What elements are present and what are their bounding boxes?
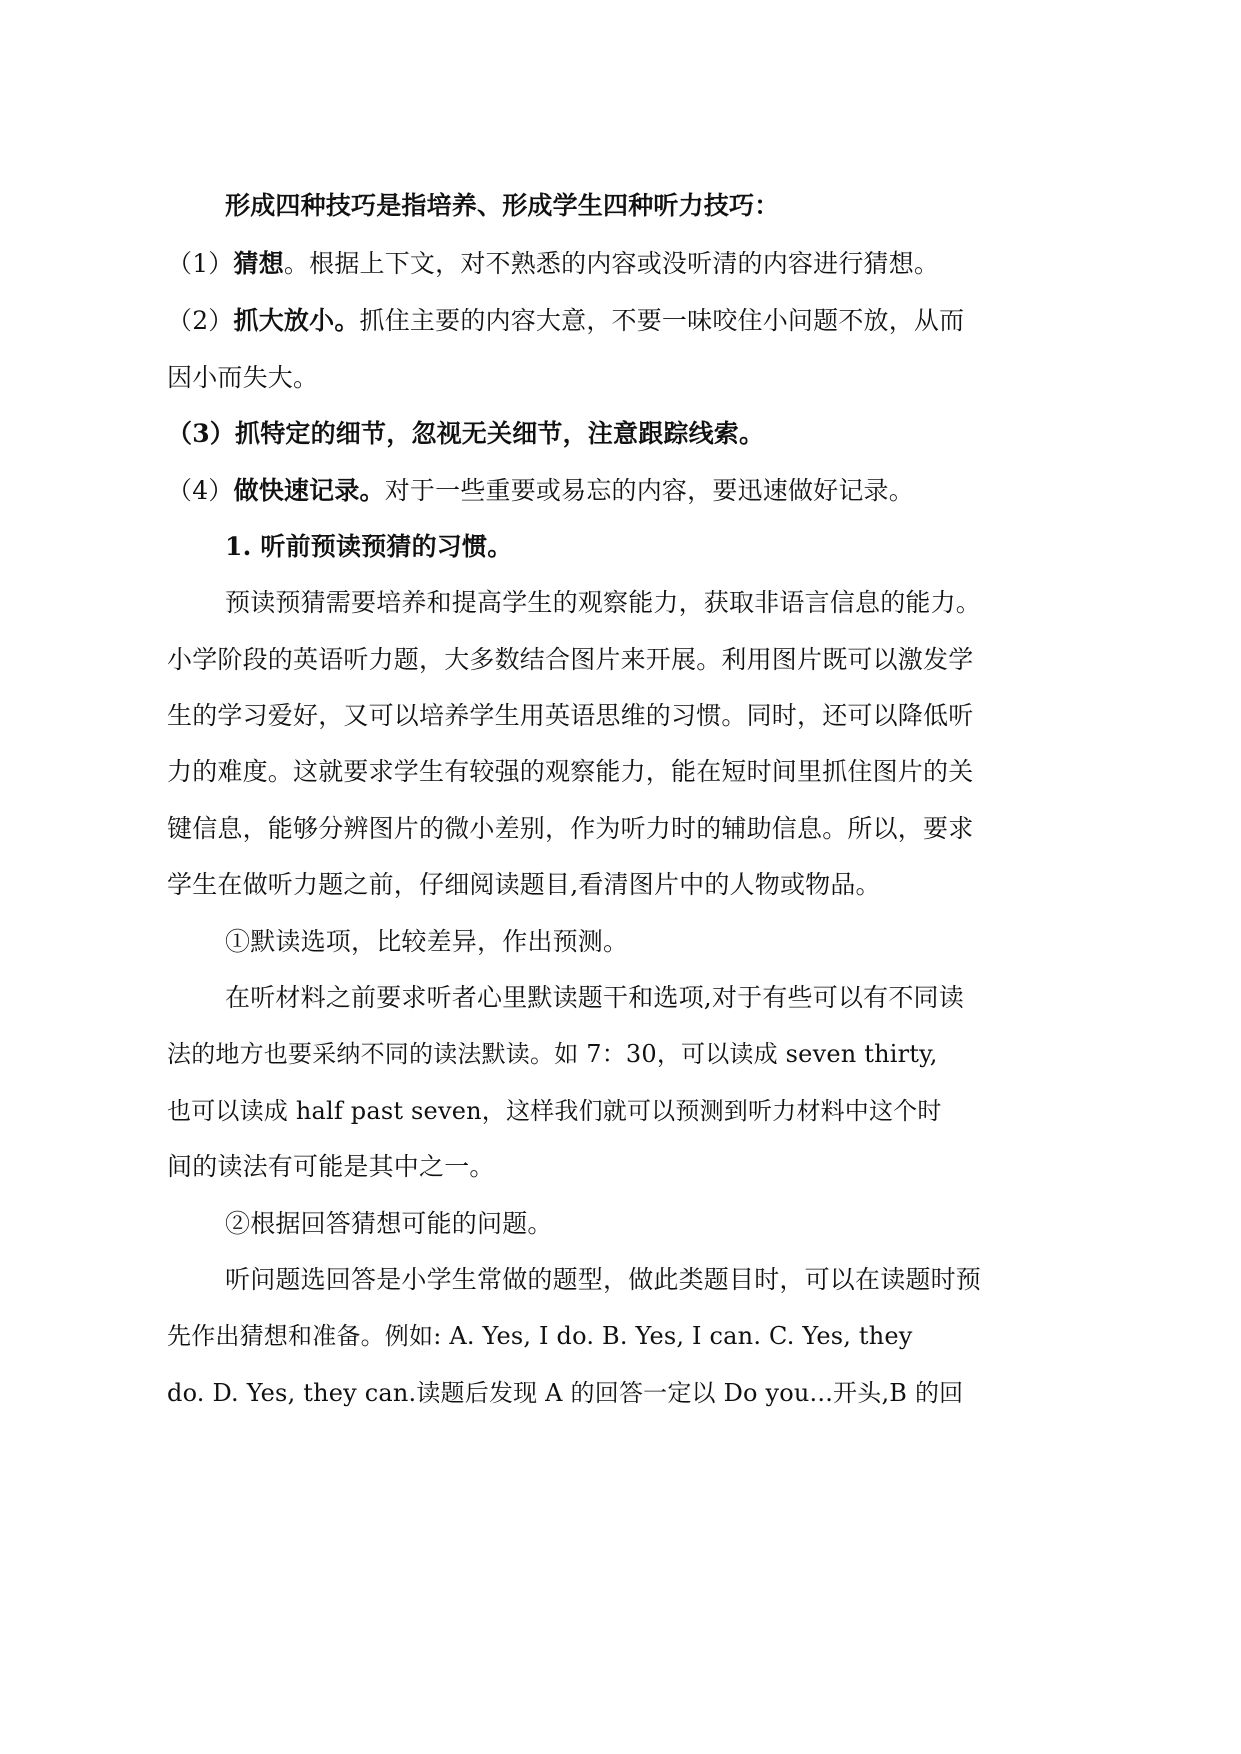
skill-2-number: （2） xyxy=(167,306,234,335)
paragraph-2-line-3: 也可以读成 half past seven，这样我们就可以预测到听力材料中这个时 xyxy=(167,1097,942,1125)
skill-1-line xyxy=(167,244,1087,284)
skill-4-title: 做快速记录。 xyxy=(233,476,385,505)
paragraph-2-line-2: 法的地方也要采纳不同的读法默读。如 7：30，可以读成 seven thirty, xyxy=(167,1040,938,1068)
paragraph-2-line-4: 间的读法有可能是其中之一。 xyxy=(167,1152,495,1181)
paragraph-1-line-3: 生的学习爱好，又可以培养学生用英语思维的习惯。同时，还可以降低听 xyxy=(167,701,974,730)
skill-4-number: （4） xyxy=(167,476,234,505)
skill-4-line xyxy=(167,471,1087,511)
skill-2-line xyxy=(167,301,1087,341)
paragraph-1-line-4: 力的难度。这就要求学生有较强的观察能力，能在短时间里抓住图片的关 xyxy=(167,757,974,786)
paragraph-1-line-6: 学生在做听力题之前，仔细阅读题目,看清图片中的人物或物品。 xyxy=(167,870,881,899)
paragraph-2-line-1: 在听材料之前要求听者心里默读题干和选项,对于有些可以有不同读 xyxy=(225,983,964,1012)
paragraph-1-line-1: 预读预猜需要培养和提高学生的观察能力，获取非语言信息的能力。 xyxy=(225,588,982,617)
subheading-1: ①默读选项，比较差异，作出预测。 xyxy=(225,927,629,956)
skill-2-title: 抓大放小。 xyxy=(233,306,360,335)
skill-4-text: 对于一些重要或易忘的内容，要迅速做好记录。 xyxy=(384,476,914,505)
paragraph-3-line-3: do. D. Yes, they can.读题后发现 A 的回答一定以 Do you...开头,B 的回 xyxy=(167,1379,964,1407)
skill-3-line: （3）抓特定的细节，忽视无关细节，注意跟踪线索。 xyxy=(167,419,765,448)
skill-2-text: 抓住主要的内容大意，不要一味咬住小问题不放，从而 xyxy=(359,306,965,335)
subheading-2: ②根据回答猜想可能的问题。 xyxy=(225,1209,553,1238)
paragraph-1-line-2: 小学阶段的英语听力题，大多数结合图片来开展。利用图片既可以激发学 xyxy=(167,645,974,674)
skill-1-text: 。根据上下文，对不熟悉的内容或没听清的内容进行猜想。 xyxy=(283,249,940,278)
skill-1-title: 猜想 xyxy=(233,249,284,278)
skill-2-continuation: 因小而失大。 xyxy=(167,363,319,392)
paragraph-3-line-2: 先作出猜想和准备。例如: A. Yes, I do. B. Yes, I can. C. Yes, they xyxy=(167,1322,913,1350)
heading-four-skills: 形成四种技巧是指培养、形成学生四种听力技巧： xyxy=(225,191,780,220)
paragraph-3-line-1: 听问题选回答是小学生常做的题型，做此类题目时，可以在读题时预 xyxy=(225,1265,982,1294)
skill-1-number: （1） xyxy=(167,249,234,278)
paragraph-1-line-5: 键信息，能够分辨图片的微小差别，作为听力时的辅助信息。所以，要求 xyxy=(167,814,974,843)
section-heading-1: 1. 听前预读预猜的习惯。 xyxy=(225,532,513,561)
